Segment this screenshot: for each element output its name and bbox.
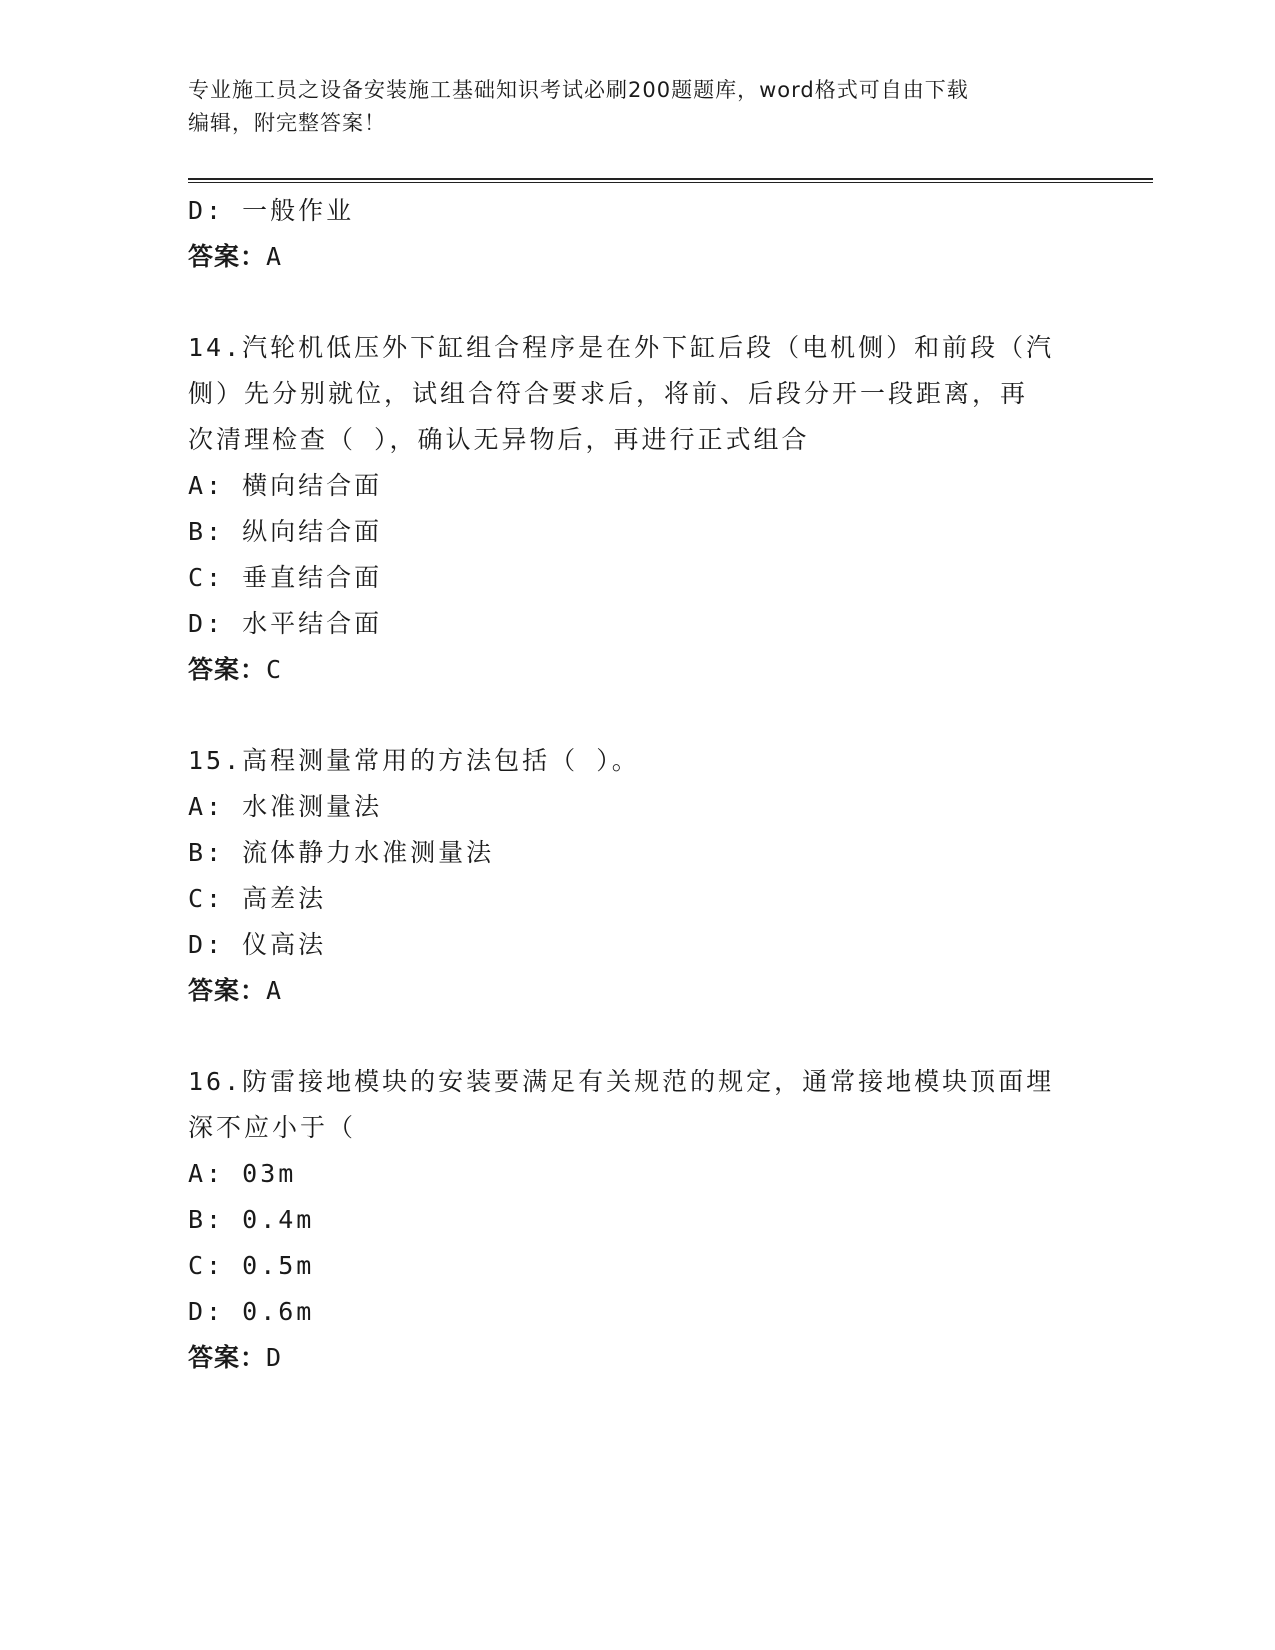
header-divider-thick	[188, 178, 1153, 180]
option-b: B: 流体静力水准测量法	[188, 838, 495, 867]
option-b: B: 纵向结合面	[188, 517, 383, 546]
question-14	[188, 325, 1088, 693]
question-list	[188, 188, 1088, 1381]
answer-value: D	[266, 1343, 283, 1372]
question-stem-line: 14.汽轮机低压外下缸组合程序是在外下缸后段（电机侧）和前段（汽	[188, 333, 1055, 362]
option-d: D: 0.6m	[188, 1297, 315, 1326]
option-d: D: 一般作业	[188, 196, 355, 225]
answer-line	[188, 234, 1088, 280]
option-d: D: 水平结合面	[188, 609, 383, 638]
header-line-2: 编辑，附完整答案！	[188, 111, 386, 135]
answer-label: 答案：	[188, 242, 267, 271]
answer-value: A	[266, 242, 283, 271]
option-d: D: 仪高法	[188, 930, 327, 959]
answer-value: A	[266, 976, 283, 1005]
previous-question-tail	[188, 188, 1088, 280]
answer-label: 答案：	[188, 1343, 267, 1372]
answer-line	[188, 647, 1088, 693]
option-c: C: 垂直结合面	[188, 563, 383, 592]
answer-label: 答案：	[188, 976, 267, 1005]
answer-line	[188, 1335, 1088, 1381]
header-line-1: 专业施工员之设备安装施工基础知识考试必刷200题题库，word格式可自由下载	[188, 78, 969, 102]
question-stem-line: 16.防雷接地模块的安装要满足有关规范的规定，通常接地模块顶面埋	[188, 1067, 1055, 1096]
answer-line	[188, 968, 1088, 1014]
option-c: C: 高差法	[188, 884, 327, 913]
option-c: C: 0.5m	[188, 1251, 315, 1280]
answer-value: C	[266, 655, 283, 684]
answer-label: 答案：	[188, 655, 267, 684]
option-b: B: 0.4m	[188, 1205, 315, 1234]
option-a: A: 横向结合面	[188, 471, 383, 500]
question-stem-line: 15.高程测量常用的方法包括（ ）。	[188, 746, 640, 775]
header-divider-thin	[188, 182, 1153, 183]
question-16	[188, 1059, 1088, 1381]
option-a: A: 03m	[188, 1159, 297, 1188]
question-stem-line: 深不应小于（	[188, 1113, 357, 1142]
page-header	[188, 74, 1068, 140]
question-stem-line: 次清理检查（ ），确认无异物后，再进行正式组合	[188, 425, 810, 454]
question-15	[188, 738, 1088, 1014]
question-stem-line: 侧）先分别就位，试组合符合要求后，将前、后段分开一段距离，再	[188, 379, 1029, 408]
option-a: A: 水准测量法	[188, 792, 383, 821]
